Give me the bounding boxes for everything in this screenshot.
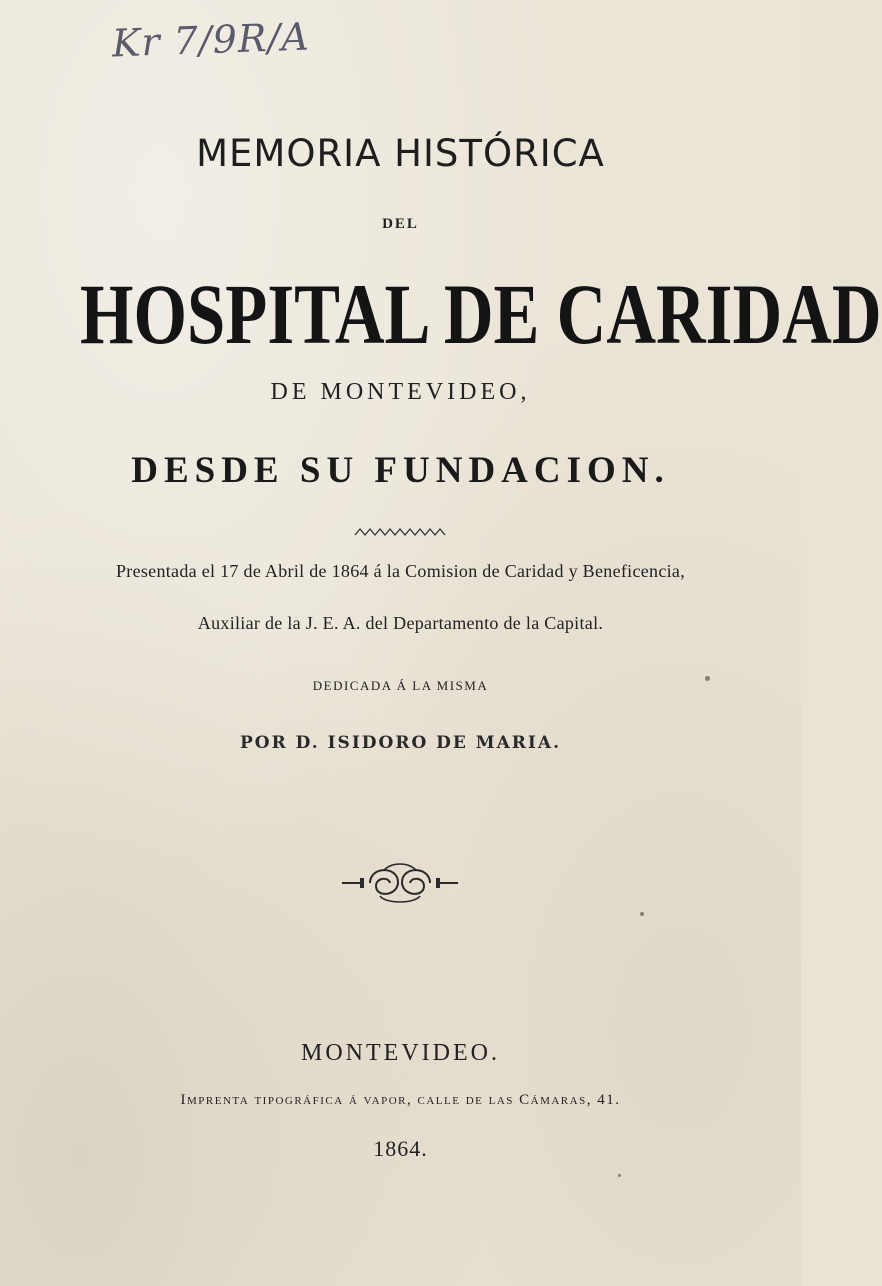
paper-speck	[705, 676, 710, 681]
imprint-city: MONTEVIDEO.	[301, 1040, 500, 1066]
presentation-line-2: Auxiliar de la J. E. A. del Departamento de la Capital.	[197, 613, 604, 633]
handwritten-shelfmark: Kr 7/9R/A	[111, 14, 311, 66]
paper-speck	[618, 1174, 621, 1177]
author-byline: POR D. ISIDORO DE MARIA.	[239, 733, 561, 753]
title-de-montevideo: DE MONTEVIDEO,	[270, 379, 531, 405]
imprint-printer: Imprenta tipográfica á vapor, calle de las Cámaras, 41.	[180, 1092, 621, 1108]
title-memoria-historica: MEMORIA HISTÓRICA	[196, 132, 605, 175]
printer-emblem-ornament-icon	[340, 858, 460, 908]
title-del: DEL	[382, 216, 419, 232]
wavy-rule-ornament-icon	[353, 526, 449, 538]
dedication: DEDICADA Á LA MISMA	[312, 678, 489, 693]
title-desde-su-fundacion: DESDE SU FUNDACION.	[131, 450, 670, 491]
title-hospital-de-caridad: HOSPITAL DE CARIDAD	[80, 266, 882, 362]
paper-speck	[640, 912, 644, 916]
presentation-line-1: Presentada el 17 de Abril de 1864 á la Comision de Caridad y Beneficencia,	[115, 561, 686, 581]
imprint-year: 1864.	[373, 1136, 428, 1161]
